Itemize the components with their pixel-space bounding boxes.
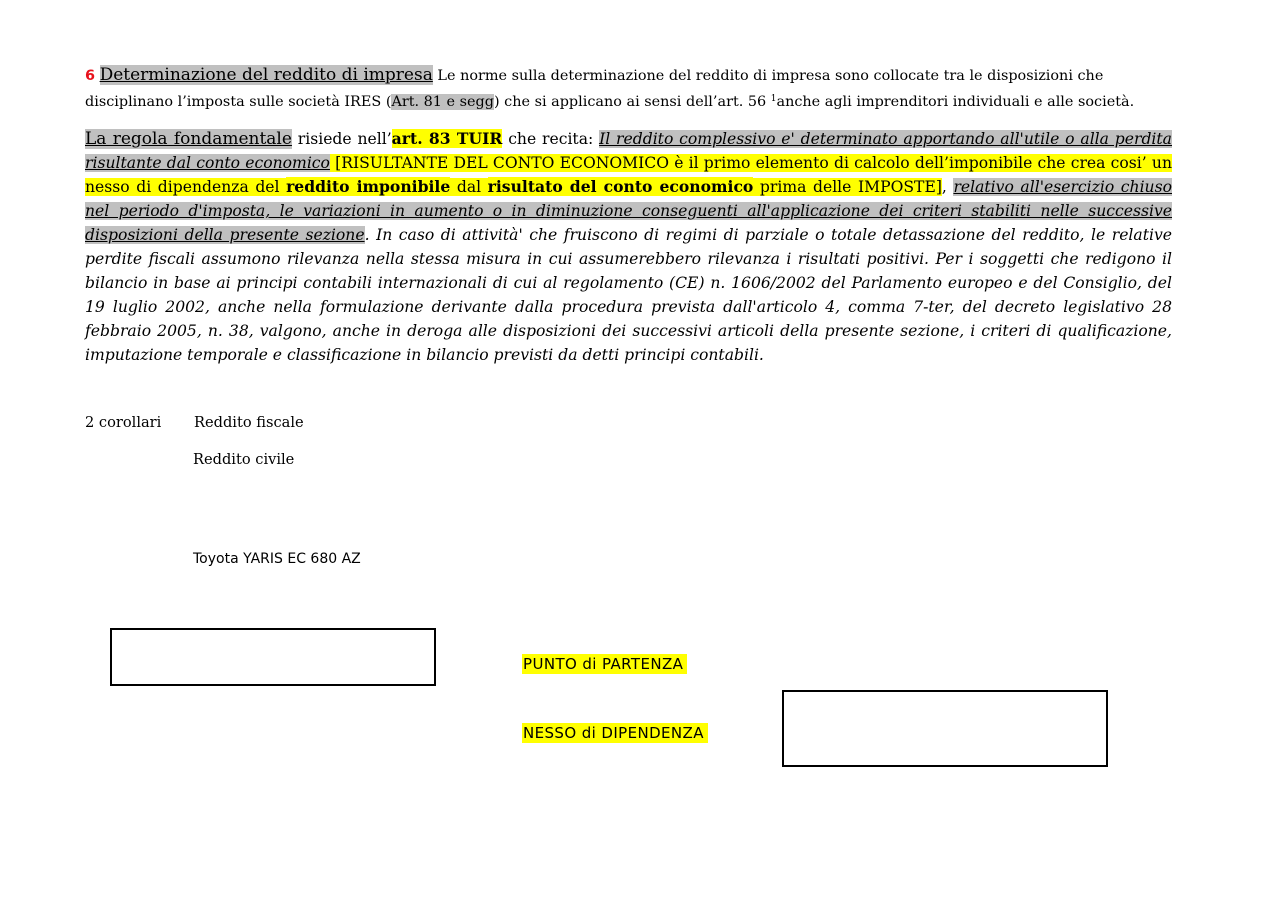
rule-comma: ,: [941, 178, 954, 196]
intro-paragraph: [85, 64, 1175, 114]
article-83-tuir: art. 83 TUIR: [391, 129, 503, 148]
section-title: Determinazione del reddito di impresa: [99, 65, 433, 85]
rule-lead: La regola fondamentale: [85, 129, 292, 149]
intro-text-2: ) che si applicano ai sensi dell’art. 56: [493, 94, 771, 110]
section-number: 6: [85, 68, 96, 84]
label-nesso-di-dipendenza: NESSO di DIPENDENZA: [522, 723, 708, 743]
note-part-3: prima delle IMPOSTE]: [753, 178, 942, 196]
car-note: Toyota YARIS EC 680 AZ: [193, 551, 361, 567]
rule-paragraph: [85, 127, 1172, 367]
rule-text-2: che recita:: [502, 130, 600, 148]
intro-text-3: anche agli imprenditori individuali e alle società.: [776, 94, 1135, 110]
note-part-1: [RISULTANTE DEL CONTO ECONOMICO è il primo elemento di calcolo dell’imponibile che crea cosi’ un nesso di dipendenza del: [85, 154, 1172, 196]
note-part-2: dal: [450, 178, 488, 196]
empty-box-right: [782, 690, 1108, 767]
quote-part-2: relativo all'esercizio chiuso nel periodo d'imposta, le variazioni in aumento o in diminuzione conseguenti all'applicazione dei criteri stabiliti nelle successive disposizioni della presente sezione: [85, 178, 1172, 244]
corollari-label: 2 corollari: [85, 414, 162, 431]
intro-text: Le norme sulla determinazione del reddito di impresa sono collocate tra le disposizioni che disciplinano l’imposta sulle società IRES (: [85, 68, 1104, 110]
note-bold-2: risultato del conto economico: [487, 177, 754, 196]
empty-box-left: [110, 628, 436, 686]
quote-part-3: . In caso di attività' che fruiscono di regimi di parziale o totale detassazione del reddito, le relative perdite fiscali assumono rilevanza nella stessa misura in cui assumerebbero rilevanza i risultati positivi. Per i soggetti che redigono il bilancio in base ai principi contabili internazionali di cui al regolamento (CE) n. 1606/2002 del Parlamento europeo e del Consiglio, del 19 luglio 2002, anche nella formulazione derivante dalla procedura prevista dall'articolo 4, comma 7-ter, del decreto legislativo 28 febbraio 2005, n. 38, valgono, anche in deroga alle disposizioni dei successivi articoli della presente sezione, i criteri di qualificazione, imputazione temporale e classificazione in bilancio previsti da detti principi contabili.: [85, 226, 1172, 364]
corollario-reddito-fiscale: Reddito fiscale: [194, 414, 304, 431]
corollario-reddito-civile: Reddito civile: [193, 451, 295, 468]
footnote-mark[interactable]: 1: [770, 94, 777, 104]
label-punto-di-partenza: PUNTO di PARTENZA: [522, 654, 687, 674]
rule-text-1: risiede nell’: [291, 130, 392, 148]
article-reference: Art. 81 e segg: [391, 94, 494, 110]
note-bold-1: reddito imponibile: [286, 177, 451, 196]
quote-part-1: Il reddito complessivo e' determinato apportando all'utile o alla perdita risultante dal conto economico: [85, 130, 1172, 172]
